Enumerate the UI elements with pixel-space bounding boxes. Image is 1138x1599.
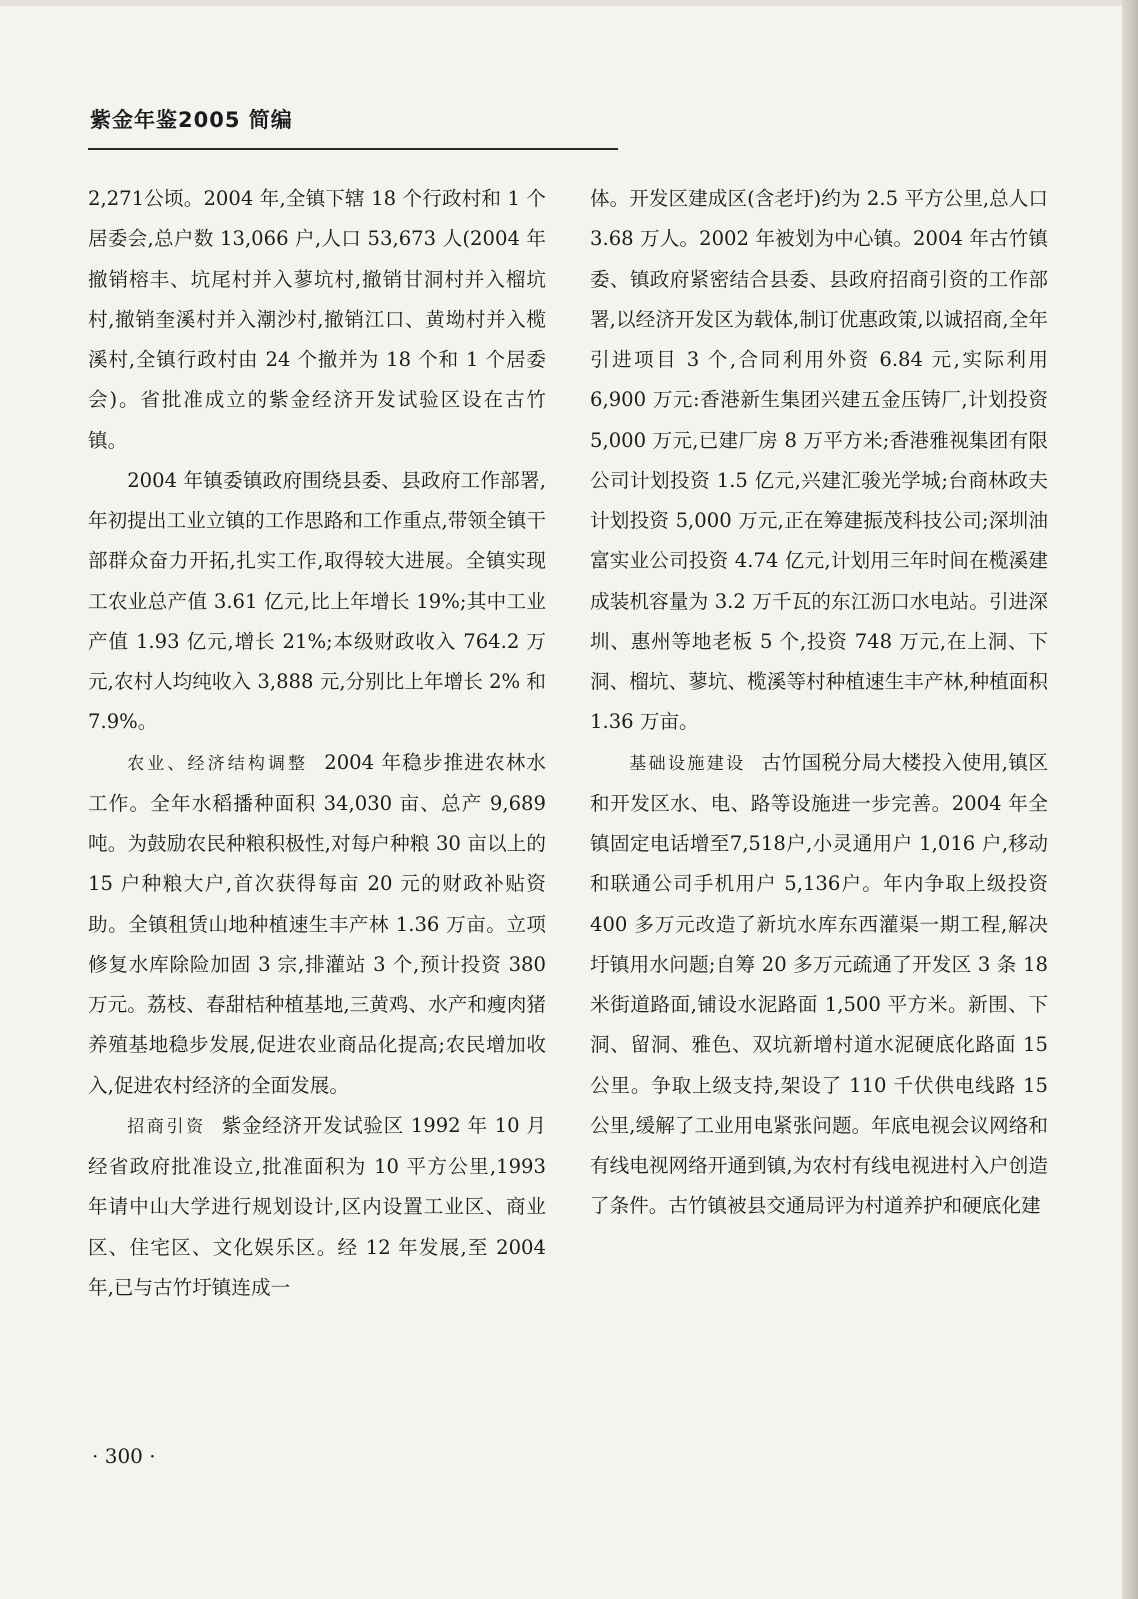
paragraph-development-zone: 体。开发区建成区(含老圩)约为 2.5 平方公里,总人口 3.68 万人。2002 年被划为中心镇。2004 年古竹镇委、镇政府紧密结合县委、县政府招商引资的工作部署,以经济开发区为载体,制订优惠政策,以诚招商,全年引进项目 3 个,合同利用外资 6.84 元,实际利用 6,900 万元:香港新生集团兴建五金压铸厂,计划投资 5,000 万元,已建厂房 8 万平方米;香港雅视集团有限公司计划投资 1.5 亿元,兴建汇骏光学城;台商林政夫计划投资 5,000 万元,正在筹建振茂科技公司;深圳油富实业公司投资 4.74 亿元,计划用三年时间在榄溪建成装机容量为 3.2 万千瓦的东江沥口水电站。引进深圳、惠州等地老板 5 个,投资 748 万元,在上洞、下洞、榴坑、蓼坑、榄溪等村种植速生丰产林,种植面积 1.36 万亩。 [590, 187, 1048, 734]
section-body-agriculture: 2004 年稳步推进农林水工作。全年水稻播种面积 34,030 亩、总产 9,689 吨。为鼓励农民种粮积极性,对每户种粮 30 亩以上的 15 户种粮大户,首次获得每亩 20 元的财政补贴资助。全镇租赁山地种植速生丰产林 1.36 万亩。立项修复水库除险加固 3 宗,排灌站 3 个,预计投资 380 万元。荔枝、春甜桔种植基地,三黄鸡、水产和瘦肉猪养殖基地稳步发展,促进农业商品化提高;农民增加收入,促进农村经济的全面发展。 [88, 750, 547, 1097]
paragraph-population: 2,271公顷。2004 年,全镇下辖 18 个行政村和 1 个居委会,总户数 13,066 户,人口 53,673 人(2004 年撤销榕丰、坑尾村并入蓼坑村,撤销甘洞村并入榴坑村,撤销奎溪村并入潮沙村,撤销江口、黄坳村并入榄溪村,全镇行政村由 24 个撤并为 18 个和 1 个居委会)。省批准成立的紫金经济开发试验区设在古竹镇。 [88, 187, 546, 452]
paragraph-infrastructure [590, 743, 1048, 1227]
paragraph-agriculture [88, 743, 546, 1106]
section-body-infrastructure: 古竹国税分局大楼投入使用,镇区和开发区水、电、路等设施进一步完善。2004 年全镇固定电话增至7,518户,小灵通用户 1,016 户,移动和联通公司手机用户 5,136户。年内争取上级投资 400 多万元改造了新坑水库东西灌渠一期工程,解决圩镇用水问题;自筹 20 多万元疏通了开发区 3 条 18 米街道路面,铺设水泥路面 1,500 平方米。新围、下洞、留洞、雅色、双坑新增村道水泥硬底化路面 15 公里。争取上级支持,架设了 110 千伏供电线路 15 公里,缓解了工业用电紧张问题。年底电视会议网络和有线电视网络开通到镇,为农村有线电视进村入户创造了条件。古竹镇被县交通局评为村道养护和硬底化建 [590, 750, 1048, 1218]
section-heading-investment: 招商引资 [127, 1116, 206, 1137]
right-column [590, 179, 1048, 1227]
section-heading-agriculture: 农业、经济结构调整 [127, 753, 309, 774]
paragraph-investment [88, 1106, 546, 1308]
page-number: · 300 · [92, 1444, 156, 1468]
header-rule [88, 148, 618, 150]
left-column [88, 179, 546, 1308]
section-body-investment: 紫金经济开发试验区 1992 年 10 月经省政府批准设立,批准面积为 10 平方公里,1993 年请中山大学进行规划设计,区内设置工业区、商业区、住宅区、文化娱乐区。经 12 年发展,至 2004 年,已与古竹圩镇连成一 [88, 1113, 546, 1299]
running-head-title: 紫金年鉴2005 简编 [90, 108, 293, 132]
page-right-edge [1122, 0, 1138, 1599]
section-heading-infrastructure: 基础设施建设 [629, 753, 746, 774]
page-top-edge [0, 0, 1138, 6]
paragraph-economy: 2004 年镇委镇政府围绕县委、县政府工作部署,年初提出工业立镇的工作思路和工作重点,带领全镇干部群众奋力开拓,扎实工作,取得较大进展。全镇实现工农业总产值 3.61 亿元,比上年增长 19%;其中工业产值 1.93 亿元,增长 21%;本级财政收入 764.2 万元,农村人均纯收入 3,888 元,分别比上年增长 2% 和 7.9%。 [88, 468, 546, 734]
